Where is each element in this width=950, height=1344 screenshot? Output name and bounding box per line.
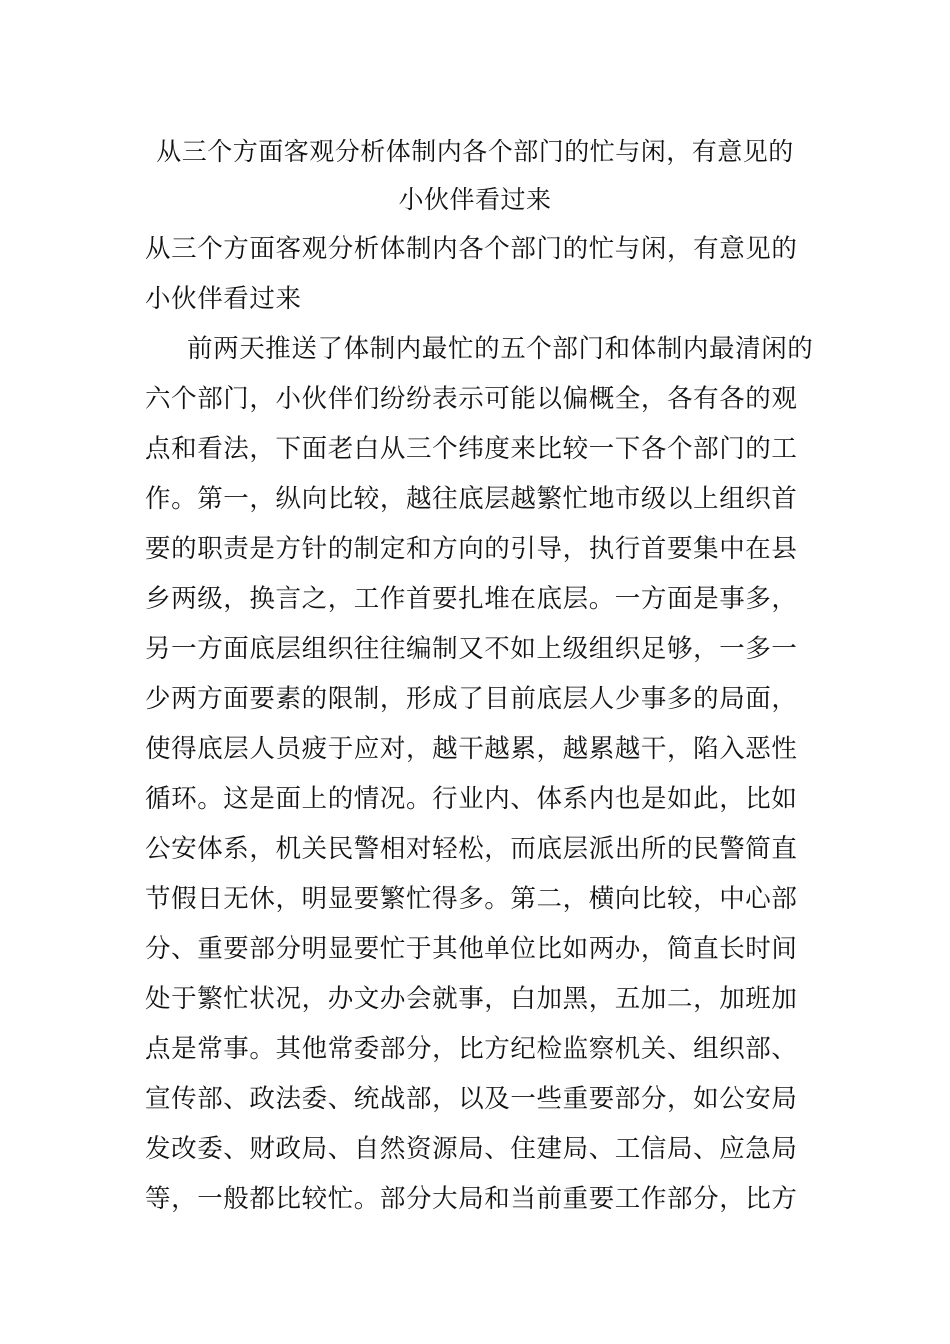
document-body <box>145 224 815 1224</box>
body-line-16: 处于繁忙状况，办文办会就事，白加黑，五加二，加班加 <box>145 984 798 1014</box>
body-line-8: 乡两级，换言之，工作首要扎堆在底层。一方面是事多， <box>145 584 798 614</box>
body-line-10: 少两方面要素的限制，形成了目前底层人少事多的局面， <box>145 684 798 714</box>
body-line-9: 另一方面底层组织往往编制又不如上级组织足够，一多一 <box>145 634 798 664</box>
body-line-2: 小伙伴看过来 <box>145 284 302 314</box>
title-line-2: 小伙伴看过来 <box>398 185 552 214</box>
body-line-11: 使得底层人员疲于应对，越干越累，越累越干，陷入恶性 <box>145 734 798 764</box>
body-line-19: 发改委、财政局、自然资源局、住建局、工信局、应急局 <box>145 1134 798 1164</box>
body-line-20: 等，一般都比较忙。部分大局和当前重要工作部分，比方 <box>145 1184 798 1214</box>
body-line-17: 点是常事。其他常委部分，比方纪检监察机关、组织部、 <box>145 1034 798 1064</box>
body-line-3: 前两天推送了体制内最忙的五个部门和体制内最清闲的 <box>187 334 814 364</box>
body-line-12: 循环。这是面上的情况。行业内、体系内也是如此，比如 <box>145 784 798 814</box>
body-line-14: 节假日无休，明显要繁忙得多。第二，横向比较，中心部 <box>145 884 798 914</box>
body-line-13: 公安体系，机关民警相对轻松，而底层派出所的民警简直 <box>145 834 798 864</box>
document-title <box>145 128 805 224</box>
body-line-7: 要的职责是方针的制定和方向的引导，执行首要集中在县 <box>145 534 798 564</box>
title-line-1: 从三个方面客观分析体制内各个部门的忙与闲，有意见的 <box>156 137 794 166</box>
body-line-6: 作。第一，纵向比较，越往底层越繁忙地市级以上组织首 <box>145 484 798 514</box>
body-line-1: 从三个方面客观分析体制内各个部门的忙与闲，有意见的 <box>145 234 798 264</box>
body-line-15: 分、重要部分明显要忙于其他单位比如两办，简直长时间 <box>145 934 798 964</box>
body-line-18: 宣传部、政法委、统战部，以及一些重要部分，如公安局 <box>145 1084 798 1114</box>
body-line-4: 六个部门，小伙伴们纷纷表示可能以偏概全，各有各的观 <box>145 384 798 414</box>
body-line-5: 点和看法，下面老白从三个纬度来比较一下各个部门的工 <box>145 434 798 464</box>
